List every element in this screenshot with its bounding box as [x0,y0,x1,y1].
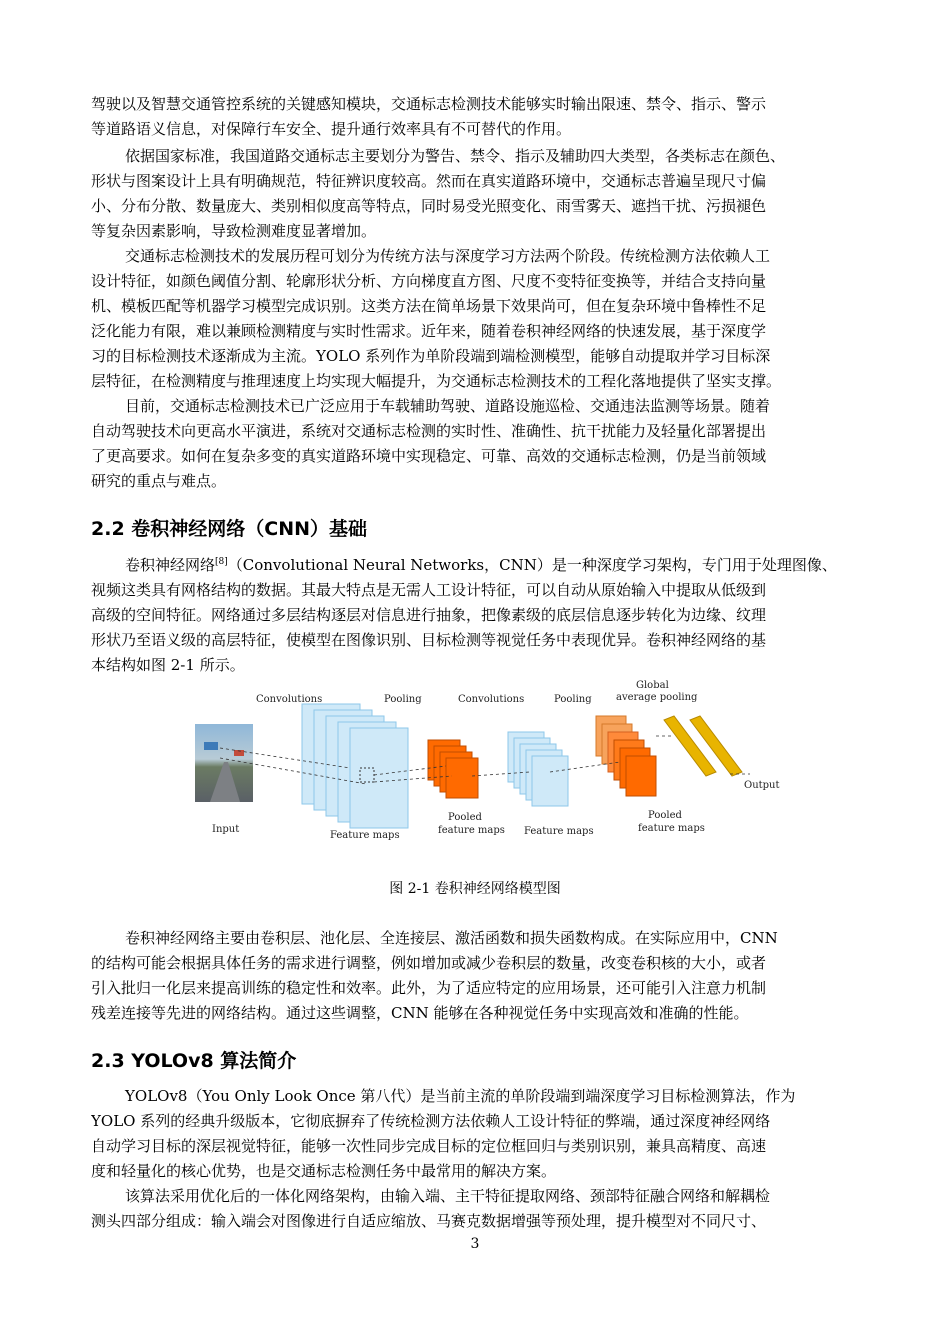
label-average-pooling: average pooling [616,692,698,703]
text-line: 卷积神经网络主要由卷积层、池化层、全连接层、激活函数和损失函数构成。在实际应用中，CNN [125,929,778,947]
text-line: 等道路语义信息，对保障行车安全、提升通行效率具有不可替代的作用。 [91,120,572,138]
text-line: 的结构可能会根据具体任务的需求进行调整，例如增加或减少卷积层的数量，改变卷积核的大小，或者 [91,954,767,972]
pooled-map [626,756,656,796]
feature-maps-2 [508,732,568,806]
figure-caption: 图 2-1 卷积神经网络模型图 [389,881,561,897]
label-feature-maps-2: Feature maps [524,826,594,837]
label-convolutions-2: Convolutions [458,694,525,705]
paragraph-intro-end [91,92,859,142]
paragraph-yolov8-architecture [91,1184,859,1234]
label-pooled-1: Pooled [448,812,482,823]
text-line: 该算法采用优化后的一体化网络架构，由输入端、主干特征提取网络、颈部特征融合网络和解耦检 [125,1187,771,1205]
text-line: 习的目标检测技术逐渐成为主流。YOLO 系列作为单阶段端到端检测模型，能够自动提取并学习目标深 [91,347,771,365]
text-line: 设计特征，如颜色阈值分割、轮廓形状分析、方向梯度直方图、尺度不变特征变换等，并结合支持向量 [91,272,767,290]
text-line: 驾驶以及智慧交通管控系统的关键感知模块，交通标志检测技术能够实时输出限速、禁令、指示、警示 [91,95,767,113]
text-line: 交通标志检测技术的发展历程可划分为传统方法与深度学习方法两个阶段。传统检测方法依赖人工 [125,247,771,265]
text-line: 依据国家标准，我国道路交通标志主要划分为警告、禁令、指示及辅助四大类型，各类标志在颜色、 [125,147,786,165]
connection-lines [220,736,750,784]
label-convolutions-1: Convolutions [256,694,323,705]
text-line: 层特征，在检测精度与推理速度上均实现大幅提升，为交通标志检测技术的工程化落地提供了坚实支撑。 [91,372,782,390]
feature-maps-1 [302,704,408,828]
text-line: 测头四部分组成：输入端会对图像进行自适应缩放、马赛克数据增强等预处理，提升模型对不同尺寸、 [91,1212,767,1230]
text-line: 泛化能力有限，难以兼顾检测精度与实时性需求。近年来，随着卷积神经网络的快速发展，基于深度学 [91,322,767,340]
paragraph-current-status [91,394,859,494]
text-fragment: （Convolutional Neural Networks，CNN）是一种深度学习架构，专门用于处理图像、 [227,556,837,574]
text-line: 小、分布分散、数量庞大、类别相似度高等特点，同时易受光照变化、雨雪雾天、遮挡干扰、污损褪色 [91,197,767,215]
text-line: YOLO 系列的经典升级版本，它彻底摒弃了传统检测方法依赖人工设计特征的弊端，通过深度神经网络 [91,1112,771,1130]
label-output: Output [744,780,780,791]
text-line: 视频这类具有网格结构的数据。其最大特点是无需人工设计特征，可以自动从原始输入中提取从低级到 [91,581,767,599]
text-line: 目前，交通标志检测技术已广泛应用于车载辅助驾驶、道路设施巡检、交通违法监测等场景。随着 [125,397,771,415]
page-number: 3 [470,1236,480,1252]
cnn-architecture-figure [190,676,790,846]
feature-map [350,728,408,828]
input-image [195,724,253,802]
paragraph-cnn-intro [91,550,859,678]
feature-map [532,756,568,806]
paragraph-yolov8-intro [91,1084,859,1184]
text-line: 高级的空间特征。网络通过多层结构逐层对信息进行抽象，把像素级的底层信息逐步转化为边缘、纹理 [91,606,767,624]
label-pooling-2: Pooling [554,694,592,705]
pooled-maps-2 [596,716,656,796]
text-line: 了更高要求。如何在复杂多变的真实道路环境中实现稳定、可靠、高效的交通标志检测，仍是当前领域 [91,447,767,465]
text-line: 自动驾驶技术向更高水平演进，系统对交通标志检测的实时性、准确性、抗干扰能力及轻量化部署提出 [91,422,767,440]
global-average-pooling-band [664,716,742,776]
text-line [91,550,859,578]
section-heading-2-2: 2.2 卷积神经网络（CNN）基础 [91,518,368,540]
text-line: 度和轻量化的核心优势，也是交通标志检测任务中最常用的解决方案。 [91,1162,557,1180]
text-fragment: 卷积神经网络 [125,556,216,574]
text-line: 形状乃至语义级的高层特征，使模型在图像识别、目标检测等视觉任务中表现优异。卷积神经网络的基 [91,631,767,649]
label-pooled-feature-maps-2: feature maps [638,823,705,834]
paragraph-standards [91,144,859,244]
text-line: 机、模板匹配等机器学习模型完成识别。这类方法在简单场景下效果尚可，但在复杂环境中鲁棒性不足 [91,297,767,315]
label-global: Global [636,680,669,691]
label-input: Input [212,824,240,835]
text-line: YOLOv8（You Only Look Once 第八代）是当前主流的单阶段端到端深度学习目标检测算法，作为 [125,1087,796,1105]
citation-marker: [8] [215,557,228,567]
cnn-diagram [190,676,790,846]
pooled-maps-1 [428,740,478,798]
text-line: 残差连接等先进的网络结构。通过这些调整，CNN 能够在各种视觉任务中实现高效和准确的性能。 [91,1004,749,1022]
section-heading-2-3: 2.3 YOLOv8 算法简介 [91,1050,297,1072]
text-line: 自动学习目标的深层视觉特征，能够一次性同步完成目标的定位框回归与类别识别，兼具高精度、高速 [91,1137,767,1155]
paragraph-history [91,244,859,394]
paragraph-cnn-components [91,926,859,1026]
text-line: 等复杂因素影响，导致检测难度显著增加。 [91,222,377,240]
text-line: 研究的重点与难点。 [91,472,227,490]
pooled-map [446,758,478,798]
text-line: 引入批归一化层来提高训练的稳定性和效率。此外，为了适应特定的应用场景，还可能引入注意力机制 [91,979,767,997]
text-line: 形状与图案设计上具有明确规范，特征辨识度较高。然而在真实道路环境中，交通标志普遍呈现尺寸偏 [91,172,767,190]
label-pooled-feature-maps-1: feature maps [438,825,505,836]
label-pooling-1: Pooling [384,694,422,705]
label-feature-maps-1: Feature maps [330,830,400,841]
label-pooled-2: Pooled [648,810,682,821]
text-line: 本结构如图 2-1 所示。 [91,656,245,674]
